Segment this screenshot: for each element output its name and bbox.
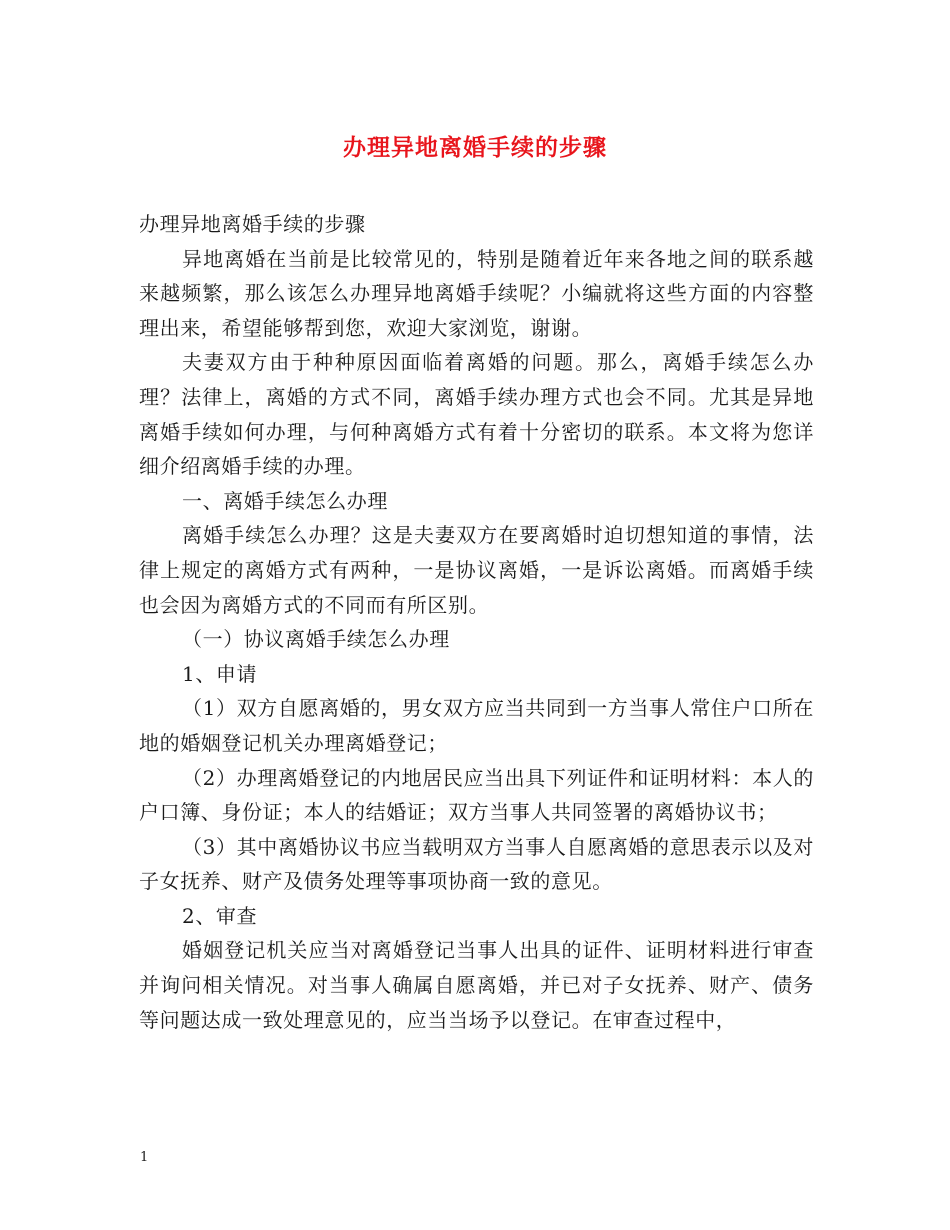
paragraph: 夫妻双方由于种种原因面临着离婚的问题。那么，离婚手续怎么办理？法律上，离婚的方式不同，离婚手续办理方式也会不同。尤其是异地离婚手续如何办理，与何种离婚方式有着十分密切的联系。本文将为您详细介绍离婚手续的办理。 bbox=[139, 350, 814, 479]
paragraph-heading: 办理异地离婚手续的步骤 bbox=[139, 212, 366, 236]
subsection-heading: （一）协议离婚手续怎么办理 bbox=[182, 627, 450, 652]
paragraph: 离婚手续怎么办理？这是夫妻双方在要离婚时迫切想知道的事情，法律上规定的离婚方式有两种，一是协议离婚，一是诉讼离婚。而离婚手续也会因为离婚方式的不同而有所区别。 bbox=[139, 523, 814, 617]
document-body bbox=[139, 207, 814, 1037]
paragraph: （1）双方自愿离婚的，男女双方应当共同到一方当事人常住户口所在地的婚姻登记机关办理离婚登记； bbox=[139, 696, 814, 755]
paragraph: （3）其中离婚协议书应当载明双方当事人自愿离婚的意思表示以及对子女抚养、财产及债务处理等事项协商一致的意见。 bbox=[139, 834, 814, 894]
step-heading: 1、申请 bbox=[182, 661, 258, 686]
step-heading: 2、审查 bbox=[182, 903, 258, 928]
document-title: 办理异地离婚手续的步骤 bbox=[343, 134, 607, 161]
paragraph: （2）办理离婚登记的内地居民应当出具下列证件和证明材料：本人的户口簿、身份证；本人的结婚证；双方当事人共同签署的离婚协议书； bbox=[139, 765, 814, 825]
paragraph: 异地离婚在当前是比较常见的，特别是随着近年来各地之间的联系越来越频繁，那么该怎么办理异地离婚手续呢？小编就将这些方面的内容整理出来，希望能够帮到您，欢迎大家浏览，谢谢。 bbox=[139, 246, 814, 340]
section-heading: 一、离婚手续怎么办理 bbox=[182, 488, 388, 513]
paragraph: 婚姻登记机关应当对离婚登记当事人出具的证件、证明材料进行审查并询问相关情况。对当事人确属自愿离婚，并已对子女抚养、财产、债务等问题达成一致处理意见的，应当当场予以登记。在审查过程中， bbox=[139, 938, 814, 1032]
page-number: 1 bbox=[140, 1150, 149, 1165]
